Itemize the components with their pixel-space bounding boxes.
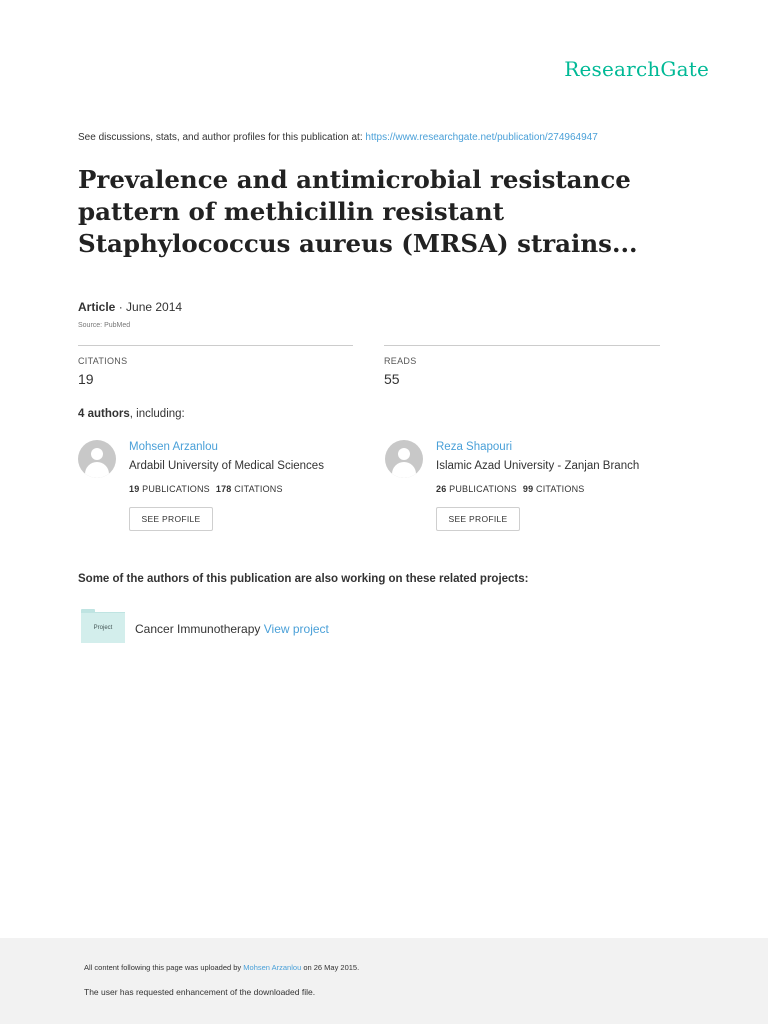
publication-title: Prevalence and antimicrobial resistance pattern of methicillin resistant Staphylococcus aureus (MRSA) strains... <box>78 165 638 258</box>
author-publications-label: PUBLICATIONS <box>449 484 517 494</box>
page-footer <box>0 938 768 1024</box>
author-publications-count: 19 <box>129 484 140 494</box>
author-card <box>78 440 368 535</box>
publication-source: Source: PubMed <box>78 322 131 329</box>
researchgate-logo[interactable]: ResearchGate <box>564 57 709 81</box>
author-name-link[interactable]: Reza Shapouri <box>436 441 513 453</box>
publication-url-link[interactable]: https://www.researchgate.net/publication/274964947 <box>365 132 598 143</box>
profile-notice-text: See discussions, stats, and author profiles for this publication at: <box>78 132 366 143</box>
author-institution: Islamic Azad University - Zanjan Branch <box>436 460 640 472</box>
upload-notice <box>84 963 359 972</box>
profile-notice <box>78 132 598 143</box>
upload-date: on 26 May 2015. <box>301 963 360 972</box>
uploader-link[interactable]: Mohsen Arzanlou <box>243 963 302 972</box>
user-avatar-icon[interactable] <box>78 440 116 478</box>
project-name: Cancer Immunotherapy <box>135 622 264 636</box>
author-citations-count: 178 <box>215 484 232 494</box>
user-avatar-icon[interactable] <box>385 440 423 478</box>
related-projects-heading: Some of the authors of this publication are also working on these related projects: <box>78 573 529 585</box>
citations-value: 19 <box>78 371 94 387</box>
see-profile-button[interactable]: SEE PROFILE <box>436 507 520 531</box>
authors-count: 4 authors <box>78 408 130 420</box>
publication-date: · June 2014 <box>115 300 183 314</box>
reads-value: 55 <box>384 371 400 387</box>
publication-type: Article <box>78 300 116 314</box>
upload-prefix: All content following this page was uploaded by <box>84 963 244 972</box>
see-profile-button[interactable]: SEE PROFILE <box>129 507 213 531</box>
folder-icon[interactable] <box>81 609 125 643</box>
related-project-item <box>135 622 329 636</box>
enhancement-notice: The user has requested enhancement of the downloaded file. <box>84 987 316 997</box>
author-stats <box>129 484 283 494</box>
publication-meta <box>78 300 182 314</box>
author-citations-label: CITATIONS <box>234 484 283 494</box>
author-name-link[interactable]: Mohsen Arzanlou <box>129 441 218 453</box>
citations-divider <box>78 345 353 346</box>
project-icon-label: Project <box>93 625 113 631</box>
view-project-link[interactable]: View project <box>263 622 329 636</box>
authors-heading <box>78 408 185 420</box>
author-stats <box>436 484 584 494</box>
authors-heading-suffix: , including: <box>129 408 185 420</box>
reads-divider <box>384 345 660 346</box>
author-card <box>385 440 675 535</box>
reads-label: READS <box>384 356 417 366</box>
author-institution: Ardabil University of Medical Sciences <box>129 460 324 472</box>
author-citations-count: 99 <box>522 484 534 494</box>
citations-label: CITATIONS <box>78 356 128 366</box>
author-publications-label: PUBLICATIONS <box>142 484 210 494</box>
author-publications-count: 26 <box>436 484 447 494</box>
author-citations-label: CITATIONS <box>536 484 585 494</box>
